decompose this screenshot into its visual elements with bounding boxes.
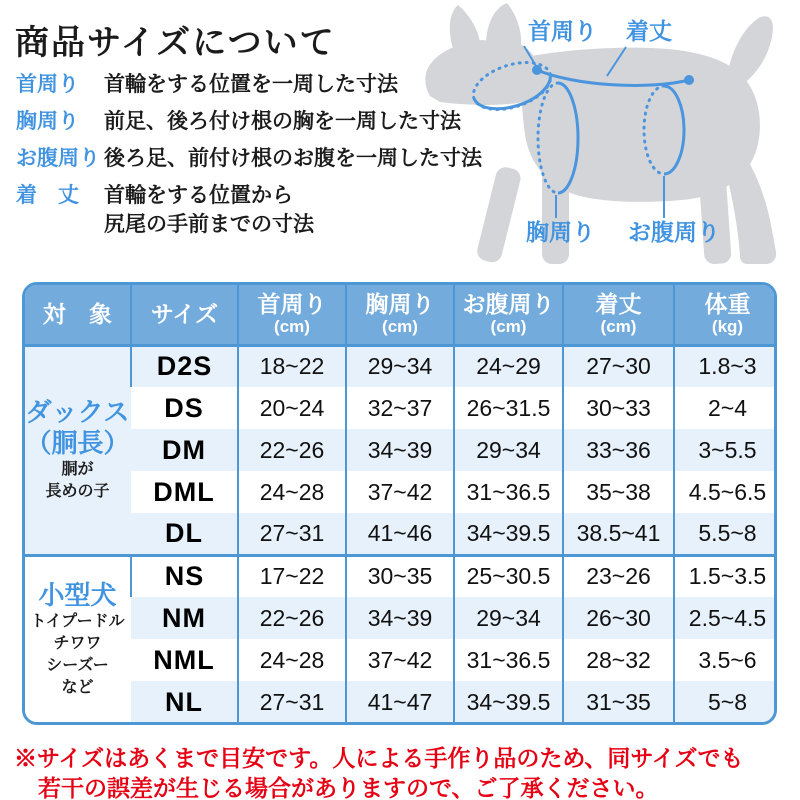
target-main-line: （胴長）: [25, 428, 130, 458]
target-cell-dachshund: [25, 345, 131, 555]
weight-cell: 2~4: [674, 387, 777, 429]
disclaimer-note: [14, 743, 744, 800]
column-header-back-length: [563, 285, 674, 345]
definitions-list: [16, 70, 482, 247]
weight-cell: 2.5~4.5: [674, 597, 777, 639]
back-length-cell: 38.5~41: [563, 513, 674, 555]
table-row-dl: [25, 513, 777, 555]
chest-cell: 41~47: [346, 681, 454, 723]
target-main-line: ダックス: [25, 397, 130, 427]
column-header-size: [131, 285, 238, 345]
diagram-label-belly: お腹周り: [628, 219, 720, 245]
definition-desc-line2: 尻尾の手前までの寸法: [104, 213, 314, 236]
neck-cell: 17~22: [238, 555, 346, 597]
back-length-cell: 33~36: [563, 429, 674, 471]
back-length-cell: 31~35: [563, 681, 674, 723]
definition-desc: 首輪をする位置を一周した寸法: [104, 73, 398, 96]
belly-cell: 29~34: [454, 429, 563, 471]
size-table: [22, 282, 777, 725]
chest-cell: 34~39: [346, 597, 454, 639]
diagram-label-neck: 首周り: [528, 18, 597, 44]
table-row-nm: [25, 597, 777, 639]
neck-cell: 27~31: [238, 681, 346, 723]
back-length-cell: 26~30: [563, 597, 674, 639]
target-cell-small-dog: [25, 555, 131, 723]
target-sub-line: シーズー: [46, 657, 109, 675]
back-length-cell: 30~33: [563, 387, 674, 429]
target-sub-line: など: [61, 679, 94, 697]
header-unit: (cm): [382, 317, 418, 337]
belly-cell: 31~36.5: [454, 471, 563, 513]
definition-term: 首周り: [16, 73, 79, 96]
belly-cell: 25~30.5: [454, 555, 563, 597]
header-label: 首周り: [257, 291, 327, 318]
size-cell: NM: [131, 597, 238, 639]
dog-front-leg-far: [475, 165, 522, 264]
belly-cell: 29~34: [454, 597, 563, 639]
target-sub-line: 胴が: [61, 461, 94, 478]
belly-cell: 24~29: [454, 345, 563, 387]
header-label: 体重: [704, 291, 751, 318]
weight-cell: 4.5~6.5: [674, 471, 777, 513]
dog-ear-right: [486, 3, 521, 45]
diagram-label-back-length: 着丈: [626, 18, 672, 44]
definition-back-length: [16, 181, 446, 239]
weight-cell: 5~8: [674, 681, 777, 723]
definition-belly: [16, 144, 482, 173]
table-row-nml: [25, 639, 777, 681]
dog-silhouette: [425, 3, 776, 265]
table-row-ns: [25, 555, 777, 597]
weight-cell: 5.5~8: [674, 513, 777, 555]
dog-tail: [726, 16, 773, 90]
chest-cell: 32~37: [346, 387, 454, 429]
belly-cell: 26~31.5: [454, 387, 563, 429]
target-sub-line: チワワ: [53, 635, 102, 653]
back-length-start-dot: [532, 65, 542, 75]
definition-term: お腹周り: [16, 147, 100, 170]
neck-cell: 20~24: [238, 387, 346, 429]
definition-neck: [16, 70, 446, 99]
column-header-chest: [346, 285, 454, 345]
neck-cell: 22~26: [238, 597, 346, 639]
size-cell: DM: [131, 429, 238, 471]
size-cell: NL: [131, 681, 238, 723]
belly-cell: 34~39.5: [454, 513, 563, 555]
header-label: 胸周り: [365, 291, 435, 318]
chest-cell: 37~42: [346, 471, 454, 513]
back-length-cell: 27~30: [563, 345, 674, 387]
definition-desc: 後ろ足、前付け根のお腹を一周した寸法: [104, 147, 482, 170]
definition-desc: 前足、後ろ付け根の胸を一周した寸法: [104, 110, 461, 133]
neck-cell: 22~26: [238, 429, 346, 471]
page-title: 商品サイズについて: [15, 24, 336, 62]
target-sub-line: 長めの子: [45, 483, 110, 500]
size-cell: DL: [131, 513, 238, 555]
header-unit: (cm): [490, 317, 527, 337]
size-cell: DML: [131, 471, 238, 513]
disclaimer-line2: 若干の誤差が生じる場合がありますので、ご了承ください。: [38, 775, 659, 800]
target-main-line: 小型犬: [38, 580, 117, 611]
header-label: 着丈: [595, 291, 642, 318]
table-row-dm: [25, 429, 777, 471]
neck-cell: 24~28: [238, 471, 346, 513]
dog-diagram-svg: [420, 0, 800, 272]
column-header-target: [25, 285, 131, 345]
back-length-end-dot: [684, 75, 694, 85]
header-row: [25, 285, 777, 345]
size-cell: DS: [131, 387, 238, 429]
belly-cell: 31~36.5: [454, 639, 563, 681]
weight-cell: 3.5~6: [674, 639, 777, 681]
back-length-cell: 28~32: [563, 639, 674, 681]
header-label: 対 象: [43, 300, 112, 327]
chest-cell: 34~39: [346, 429, 454, 471]
column-header-weight: [674, 285, 777, 345]
size-cell: NS: [131, 555, 238, 597]
table-row-d2s: [25, 345, 777, 387]
table-row-nl: [25, 681, 777, 723]
definition-desc-line1: 首輪をする位置から: [104, 184, 293, 207]
chest-cell: 29~34: [346, 345, 454, 387]
target-sub-line: トイプードル: [30, 613, 125, 631]
diagram-label-chest: 胸周り: [526, 219, 595, 245]
chest-cell: 37~42: [346, 639, 454, 681]
size-cell: D2S: [131, 345, 238, 387]
back-length-cell: 35~38: [563, 471, 674, 513]
definition-desc: [104, 181, 314, 239]
chest-cell: 30~35: [346, 555, 454, 597]
header-unit: (cm): [600, 317, 637, 337]
back-length-cell: 23~26: [563, 555, 674, 597]
header-unit: (kg): [711, 317, 744, 337]
weight-cell: 1.5~3.5: [674, 555, 777, 597]
dog-measurement-diagram: [420, 0, 800, 272]
header-label: サイズ: [150, 300, 219, 327]
column-header-neck: [238, 285, 346, 345]
header-label: お腹周り: [462, 291, 555, 318]
size-table-grid: [25, 285, 777, 723]
definition-term: 胸周り: [16, 110, 79, 133]
column-header-belly: [454, 285, 563, 345]
definition-chest: [16, 107, 461, 136]
table-row-ds: [25, 387, 777, 429]
belly-cell: 34~39.5: [454, 681, 563, 723]
chest-cell: 41~46: [346, 513, 454, 555]
weight-cell: 3~5.5: [674, 429, 777, 471]
neck-cell: 18~22: [238, 345, 346, 387]
header-unit: (cm): [274, 317, 310, 337]
definition-term: 着 丈: [16, 184, 79, 207]
weight-cell: 1.8~3: [674, 345, 777, 387]
neck-cell: 27~31: [238, 513, 346, 555]
neck-cell: 24~28: [238, 639, 346, 681]
dog-rear-leg-near: [723, 148, 776, 264]
table-row-dml: [25, 471, 777, 513]
disclaimer-line1: ※サイズはあくまで目安です。人による手作り品のため、同サイズでも: [14, 745, 744, 771]
size-cell: NML: [131, 639, 238, 681]
